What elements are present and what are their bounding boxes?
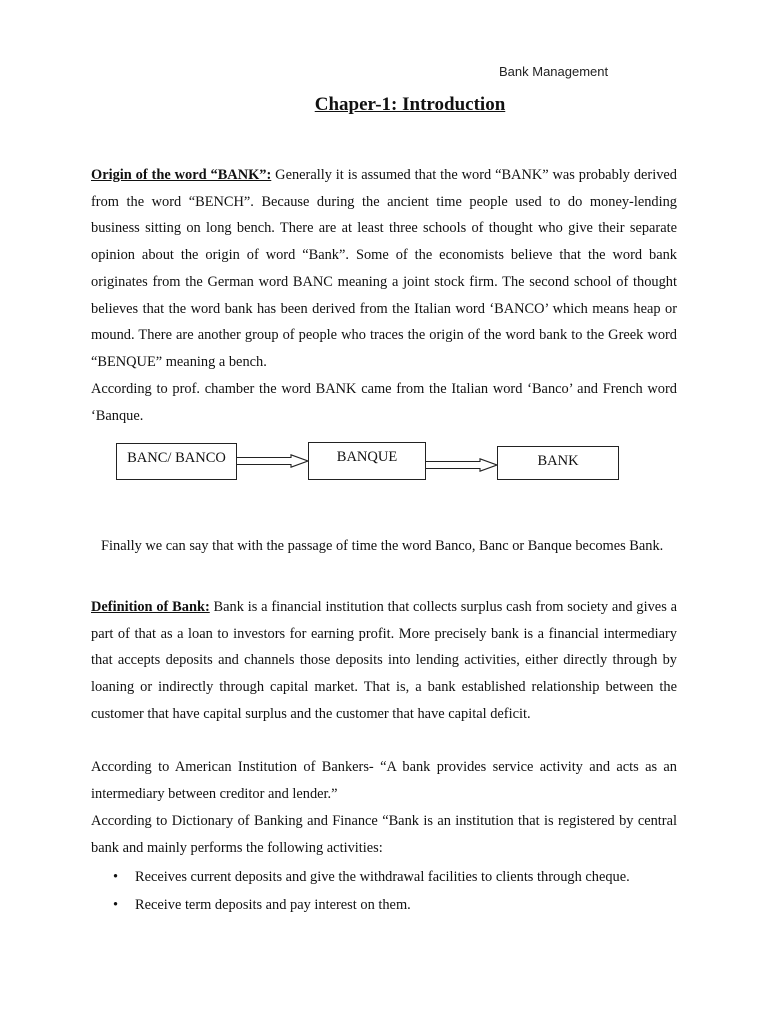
double-arrow-icon: [237, 454, 309, 468]
running-header: Bank Management: [499, 64, 609, 79]
dictionary-paragraph: According to Dictionary of Banking and Finance “Bank is an institution that is registered by central bank and mainly performs the following activities:: [91, 813, 677, 856]
flow-box-banc-banco: [116, 443, 237, 480]
bullet-icon: •: [113, 869, 119, 885]
list-item-text: Receives current deposits and give the withdrawal facilities to clients through cheque.: [135, 869, 630, 885]
definition-body: Bank is a financial institution that collects surplus cash from society and gives a part of that as a loan to investors for earning profit. More precisely bank is a financial intermediary that accepts deposits and channels those deposits into lending activities, either directly through by loaning or indirectly through capital market. That is, a bank established relationship between the customer that have capital surplus and the customer that have capital deficit.: [91, 599, 677, 722]
definition-heading: Definition of Bank:: [91, 599, 210, 615]
flow-box-banc-banco-label: BANC/ BANCO: [127, 450, 226, 466]
list-item: [113, 892, 683, 920]
flow-box-banque-label: BANQUE: [336, 449, 398, 465]
flow-box-bank-label: BANK: [537, 453, 579, 469]
chamber-paragraph: According to prof. chamber the word BANK came from the Italian word ‘Banco’ and French word ‘Banque.: [91, 381, 677, 424]
activities-list: [113, 864, 683, 920]
chapter-title: Chaper-1: Introduction: [314, 94, 506, 115]
list-item: [113, 864, 683, 892]
american-institution-paragraph: According to American Institution of Bankers- “A bank provides service activity and acts as an intermediary between creditor and lender.”: [91, 759, 677, 802]
double-arrow-icon: [426, 458, 498, 472]
definition-paragraph: [91, 594, 677, 728]
origin-heading: Origin of the word “BANK”:: [91, 167, 272, 183]
bullet-icon: •: [113, 897, 119, 913]
flow-box-bank: [497, 446, 619, 480]
flow-box-banque: [308, 442, 426, 480]
list-item-text: Receive term deposits and pay interest on them.: [135, 897, 411, 913]
origin-paragraph: [91, 162, 677, 376]
finally-paragraph: Finally we can say that with the passage of time the word Banco, Banc or Banque becomes Bank.: [101, 538, 664, 554]
origin-body: Generally it is assumed that the word “BANK” was probably derived from the word “BENCH”. Because during the ancient time people used to do money-lending business sitting on long bench. There are at least three schools of thought who give their separate opinion about the origin of word “Bank”. Some of the economists believe that the word bank originates from the German word BANC meaning a joint stock firm. The second school of thought believes that the word bank has been derived from the Italian word ‘BANCO’ which means heap or mound. There are another group of people who traces the origin of the word bank to the Greek word “BENQUE” meaning a bench.: [91, 167, 678, 370]
